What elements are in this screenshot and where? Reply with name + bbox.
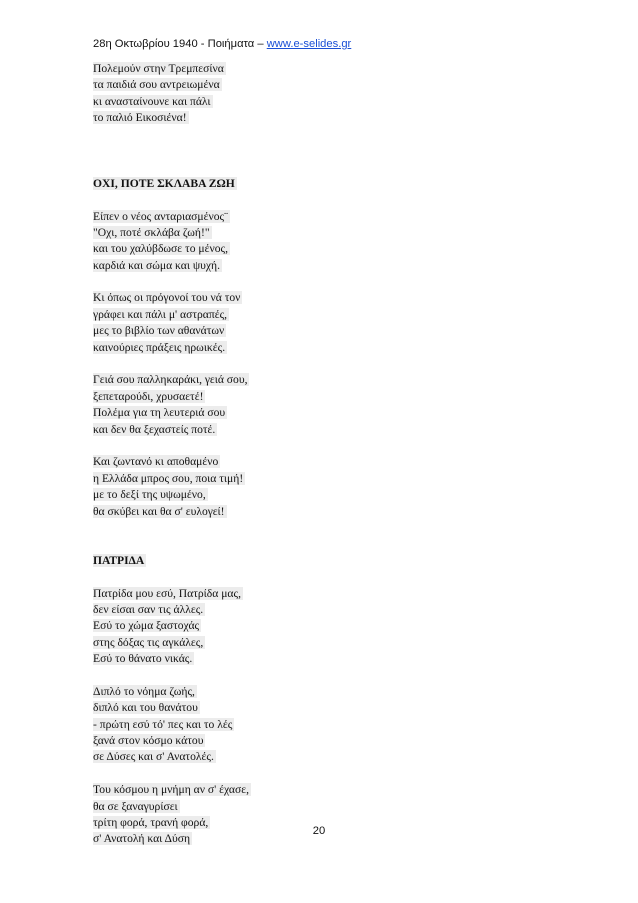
poem-line: "Οχι, ποτέ σκλάβα ζωή!" xyxy=(93,225,210,239)
poem-line: θα σε ξαναγυρίσει xyxy=(93,799,178,813)
poem-line: Γειά σου παλληκαράκι, γειά σου, xyxy=(93,373,248,387)
poem-line: και του χαλύβδωσε το μένος, xyxy=(93,242,229,256)
poem-line: Και ζωντανό κι αποθαμένο xyxy=(93,455,219,469)
stanza xyxy=(93,454,473,520)
poem-line: Πολεμούν στην Τρεμπεσίνα xyxy=(93,62,224,75)
poem-line: Είπεν ο νέος ανταριασμένος¨ xyxy=(93,209,229,223)
header-title: 28η Οκτωβρίου 1940 - Ποιήματα – xyxy=(93,38,264,50)
poem-line: το παλιό Εικοσιένα! xyxy=(93,111,187,125)
poem-line: Πατρίδα μου εσύ, Πατρίδα μας, xyxy=(93,586,241,600)
poem-patrida xyxy=(93,553,473,848)
poem-line: γράφει και πάλι μ' αστραπές, xyxy=(93,307,228,321)
poem-line: ξανά στον κόσμο κάτου xyxy=(93,734,204,748)
poem-line: σ' Ανατολή και Δύση xyxy=(93,832,191,846)
stanza xyxy=(93,209,473,275)
poem-line: καινούριες πράξεις ηρωικές. xyxy=(93,340,226,354)
poem-line: Εσύ το χώμα ξαστοχάς xyxy=(93,619,200,633)
poem-line: ξεπεταρούδι, χρυσαετέ! xyxy=(93,389,204,403)
stanza xyxy=(93,586,473,668)
document-body xyxy=(93,61,473,848)
poem-line: σε Δύσες και σ' Ανατολές. xyxy=(93,750,214,764)
poem-line: δεν είσαι σαν τις άλλες. xyxy=(93,602,204,616)
poem-line: κι ανασταίνουνε και πάλι xyxy=(93,94,211,108)
poem-line: διπλό και του θανάτου xyxy=(93,701,198,715)
poem-line: τα παιδιά σου αντρειωμένα xyxy=(93,78,220,92)
poem-line: στης δόξας τις αγκάλες, xyxy=(93,635,204,649)
poem-title: ΠΑΤΡΙΔΑ xyxy=(93,553,145,567)
page-number: 20 xyxy=(312,825,326,837)
poem-line: Του κόσμου η μνήμη αν σ' έχασε, xyxy=(93,783,249,797)
poem-line: Πολέμα για τη λευτεριά σου xyxy=(93,406,226,420)
poem-line: με το δεξί της υψωμένο, xyxy=(93,488,206,502)
poem-line: και δεν θα ξεχαστείς ποτέ. xyxy=(93,422,216,436)
stanza xyxy=(93,290,473,356)
poem-intro xyxy=(93,61,473,127)
stanza xyxy=(93,372,473,438)
poem-line: τρίτη φορά, τρανή φορά, xyxy=(93,816,209,829)
poem-line: θα σκύβει και θα σ' ευλογεί! xyxy=(93,504,225,518)
poem-title: ΟΧΙ, ΠΟΤΕ ΣΚΛΑΒΑ ΖΩΗ xyxy=(93,176,235,190)
poem-oxi-pote-sklava-zoi xyxy=(93,176,473,520)
stanza xyxy=(93,782,473,848)
poem-line: Εσύ το θάνατο νικάς. xyxy=(93,652,193,666)
poem-line: η Ελλάδα μπρος σου, ποια τιμή! xyxy=(93,471,244,485)
header-website-link[interactable]: www.e-selides.gr xyxy=(266,38,352,50)
poem-line: - πρώτη εσύ τό' πες και το λές xyxy=(93,717,233,731)
stanza xyxy=(93,684,473,766)
poem-line: μες το βιβλίο των αθανάτων xyxy=(93,324,225,338)
poem-line: καρδιά και σώμα και ψυχή. xyxy=(93,258,220,272)
page-header xyxy=(93,38,351,50)
poem-line: Κι όπως οι πρόγονοί του νά τον xyxy=(93,291,241,305)
poem-line: Διπλό το νόημα ζωής, xyxy=(93,684,195,698)
